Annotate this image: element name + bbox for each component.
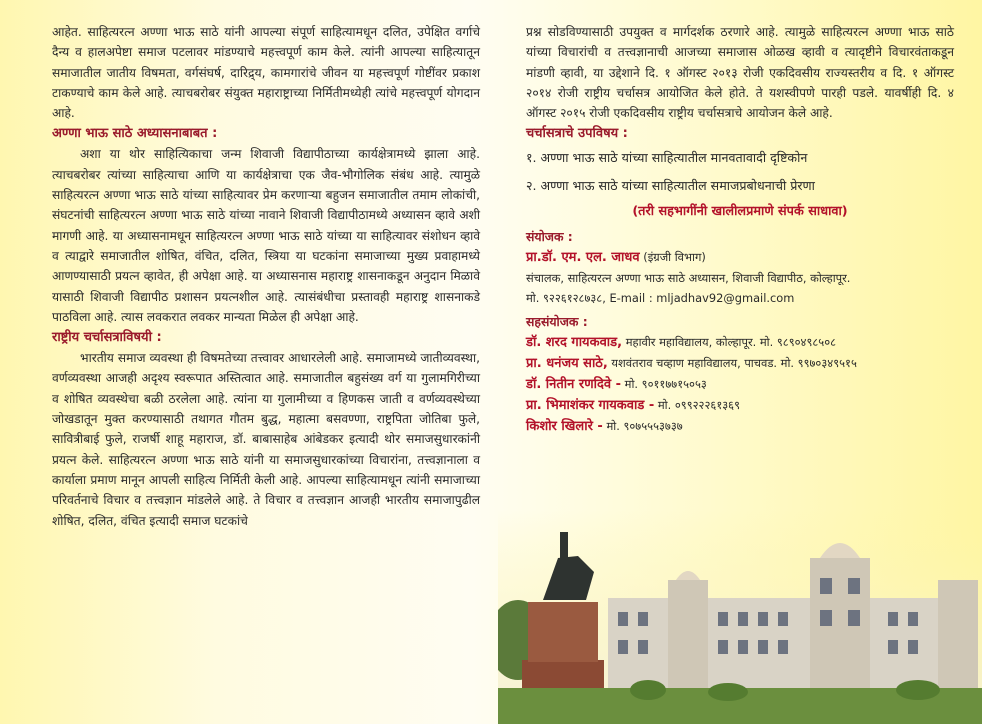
co-coordinator-row — [526, 353, 954, 374]
seminar-heading: राष्ट्रीय चर्चासत्राविषयी : — [52, 330, 162, 346]
co-coordinator-detail: मो. ९०७५५५३७३७ — [606, 418, 683, 433]
seminar-paragraph: भारतीय समाज व्यवस्था ही विषमतेच्या तत्त्वावर आधारलेली आहे. समाजामध्ये जातीव्यवस्था, वर्णव्यवस्था आजही अदृश्य स्वरूपात अस्तित्वात आहे. समाजातील बहुसंख्य वर्ग या गुलामगिरीच्या व शोषित व्यवस्थेचा बळी ठरलेला आहे. त्यांना या गुलामीच्या व हिणकस जाती व वर्णव्यवस्थेच्या जोखडातून मुक्त करण्यासाठी तथागत गौतम बुद्ध, महात्मा बसवण्णा, राष्ट्रपिता जोतिबा फुले, सावित्रीबाई फुले, राजर्षी शाहू महाराज, डॉ. बाबासाहेब आंबेडकर इत्यादी थोर समाजसुधारकांनी प्रयत्न केले. साहित्यरत्न अण्णा भाऊ साठे यांनी या समाजसुधारकांच्या विचारांना, तत्त्वज्ञानाला व कार्याला प्रमाण मानून आपली साहित्य निर्मिती केली आहे. आपल्या साहित्यामधून त्यांनी समाजाच्या परिवर्तनाचे विचार व तत्त्वज्ञान मांडलेले आहे. ते विचार व तत्त्वज्ञान आजही भारतीय समाजापुढील शोषित, दलित, वंचित इत्यादी समाज घटकांचे — [52, 351, 480, 528]
co-coordinator-name: प्रा. भिमाशंकर गायकवाड - — [526, 397, 655, 413]
university-illustration — [498, 510, 982, 724]
co-coordinators-heading: सहसंयोजक : — [526, 313, 588, 329]
co-coordinator-name: डॉ. नितीन रणदिवे - — [526, 376, 622, 392]
co-coordinator-row — [526, 332, 954, 353]
intro-paragraph: आहेत. साहित्यरत्न अण्णा भाऊ साठे यांनी आपल्या संपूर्ण साहित्यामधून दलित, उपेक्षित वर्गाचे दैन्य व हालअपेष्टा समाज पटलावर मांडण्याचे महत्त्वपूर्ण काम केले. त्यांनी आपल्या साहित्यातून समाजातील जातीय विषमता, वर्गसंघर्ष, दारिद्र्य, कामगारांचे जीवन या महत्त्वपूर्ण गोष्टींवर प्रकाश टाकण्याचे काम केले आहे. त्याचबरोबर संयुक्त महाराष्ट्राच्या निर्मितीमध्येही त्यांचे महत्त्वपूर्ण योगदान आहे. — [52, 25, 480, 121]
co-coordinator-row — [526, 395, 954, 416]
co-coordinator-name: किशोर खिलारे - — [526, 418, 603, 434]
email-label: E-mail : — [609, 290, 653, 305]
left-column — [52, 22, 480, 531]
co-coordinator-detail: महावीर महाविद्यालय, कोल्हापूर. मो. ९८९०४९८५०८ — [625, 334, 837, 349]
co-coordinator-name: डॉ. शरद गायकवाड, — [526, 334, 623, 350]
coordinator-email[interactable]: mljadhav92@gmail.com — [656, 290, 795, 305]
co-coordinator-detail: मो. ९०११७७१५०५३ — [624, 376, 707, 391]
co-coordinator-row — [526, 374, 954, 395]
contact-note: (तरी सहभागींनी खालीलप्रमाणे संपर्क साधावा) — [632, 204, 848, 220]
co-coordinator-detail: मो. ०९९२२२६१३६९ — [657, 397, 741, 412]
adhyasan-paragraph: अशा या थोर साहित्यिकाचा जन्म शिवाजी विद्यापीठाच्या कार्यक्षेत्रामध्ये झाला आहे. त्याचबरोबर त्यांच्या साहित्याचा आणि या कार्यक्षेत्राचा एक जैव-भौगोलिक संबंध आहे. त्यामुळे साहित्यरत्न अण्णा भाऊ साठे यांच्या साहित्यावर प्रेम करणाऱ्या बहुजन समाजातील तमाम लोकांची, संघटनांची साहित्यरत्न अण्णा भाऊ साठे यांच्या नावाने शिवाजी विद्यापीठामध्ये अध्यासन व्हावे अशी मागणी आहे. या अध्यासनामधून साहित्यरत्न अण्णा भाऊ साठे यांच्या या साहित्यावर संशोधन व्हावे व त्याद्वारे समाजातील शोषित, वंचित, दलित, स्त्रिया या घटकांना समाजाच्या मुख्य प्रवाहामध्ये आणण्यासाठी प्रयत्न व्हावेत, ही अपेक्षा आहे. या अध्यासनास महाराष्ट्र शासनाकडून अनुदान मिळावे यासाठी शिवाजी विद्यापीठ प्रशासन प्रयत्नशील आहे. त्यासंबंधीचा प्रस्तावही महाराष्ट्र शासनाकडे पाठविला आहे. त्यास लवकरात लवकर मान्यता मिळेल ही अपेक्षा आहे. — [52, 147, 480, 324]
coordinator-mobile: मो. ९२२६१२८७३८, — [526, 290, 606, 305]
coordinator-name: प्रा.डॉ. एम. एल. जाधव — [526, 249, 640, 265]
coordinator-name-row — [526, 247, 954, 268]
subtopic-item: १. अण्णा भाऊ साठे यांच्या साहित्यातील मानवतावादी दृष्टिकोन — [526, 150, 808, 166]
adhyasan-heading: अण्णा भाऊ साठे अध्यासनाबाबत : — [52, 126, 218, 142]
co-coordinator-name: प्रा. धनंजय साठे, — [526, 355, 608, 371]
coordinator-heading: संयोजक : — [526, 228, 573, 244]
subtopic-item: २. अण्णा भाऊ साठे यांच्या साहित्यातील समाजप्रबोधनाची प्रेरणा — [526, 178, 815, 194]
coordinator-dept: (इंग्रजी विभाग) — [643, 249, 706, 264]
right-column — [526, 22, 954, 437]
coordinator-role: संचालक, साहित्यरत्न अण्णा भाऊ साठे अध्यासन, शिवाजी विद्यापीठ, कोल्हापूर. — [526, 270, 851, 285]
coordinator-contact — [526, 288, 954, 308]
continuation-paragraph: प्रश्न सोडविण्यासाठी उपयुक्त व मार्गदर्शक ठरणारे आहे. त्यामुळे साहित्यरत्न अण्णा भाऊ साठे यांच्या विचारांची व तत्त्वज्ञानाची आजच्या समाजास ओळख व्हावी व त्यादृष्टीने विचारवंताकडून मांडणी व्हावी, या उद्देशाने दि. १ ऑगस्ट २०१३ रोजी एकदिवसीय राज्यस्तरीय व दि. १ ऑगस्ट २०१४ रोजी राष्ट्रीय चर्चासत्र आयोजित केले होते. ते यशस्वीपणे पारही पडले. यावर्षीही दि. ४ ऑगस्ट २०१५ रोजी एकदिवसीय राष्ट्रीय चर्चासत्राचे आयोजन केले आहे. — [526, 25, 954, 121]
co-coordinator-row — [526, 416, 954, 437]
co-coordinator-detail: यशवंतराव चव्हाण महाविद्यालय, पाचवड. मो. ९९७०३४९५१५ — [611, 355, 857, 370]
subtopics-heading: चर्चासत्राचे उपविषय : — [526, 126, 628, 142]
